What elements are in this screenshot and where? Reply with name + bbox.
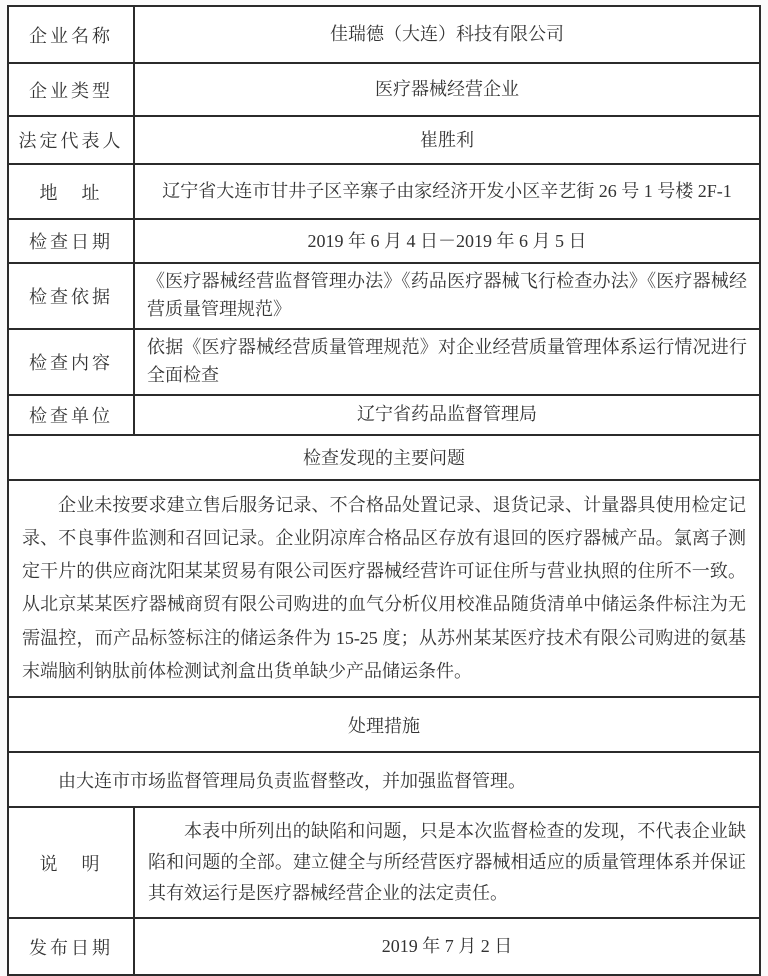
problems-body-text: 企业未按要求建立售后服务记录、不合格品处置记录、退货记录、计量器具使用检定记录、不良事件监测和召回记录。企业阴凉库合格品区存放有退回的医疗器械产品。氯离子测定干片的供应商沈阳某某贸易有限公司医疗器械经营许可证住所与营业执照的住所不一致。从北京某某医疗器械商贸有限公司购进的血气分析仪用校准品随货清单中储运条件标注为无需温控，而产品标签标注的储运条件为 15-25 度；从苏州某某医疗技术有限公司购进的氨基末端脑利钠肽前体检测试剂盒出货单缺少产品储运条件。 <box>8 480 760 698</box>
table-row-inspection-content <box>8 329 760 395</box>
inspection-unit-value: 辽宁省药品监督管理局 <box>134 395 760 435</box>
address-label: 地 址 <box>8 164 134 219</box>
problems-section-header: 检查发现的主要问题 <box>8 435 760 480</box>
note-label: 说 明 <box>8 807 134 918</box>
inspection-date-label: 检查日期 <box>8 219 134 263</box>
table-row-problems-header <box>8 435 760 480</box>
address-value: 辽宁省大连市甘井子区辛寨子由家经济开发小区辛艺街 26 号 1 号楼 2F-1 <box>134 164 760 219</box>
publish-date-label: 发布日期 <box>8 918 134 975</box>
company-name-value: 佳瑞德（大连）科技有限公司 <box>134 6 760 63</box>
inspection-unit-label: 检查单位 <box>8 395 134 435</box>
table-row-publish-date <box>8 918 760 975</box>
table-row-note <box>8 807 760 918</box>
table-row-company-type <box>8 63 760 116</box>
inspection-date-value: 2019 年 6 月 4 日－2019 年 6 月 5 日 <box>134 219 760 263</box>
table-row-inspection-date <box>8 219 760 263</box>
publish-date-value: 2019 年 7 月 2 日 <box>134 918 760 975</box>
company-type-label: 企业类型 <box>8 63 134 116</box>
legal-representative-value: 崔胜利 <box>134 116 760 164</box>
measures-body-text: 由大连市市场监督管理局负责监督整改，并加强监督管理。 <box>8 752 760 807</box>
table-row-inspection-unit <box>8 395 760 435</box>
inspection-content-label: 检查内容 <box>8 329 134 395</box>
table-row-address <box>8 164 760 219</box>
note-body-text: 本表中所列出的缺陷和问题，只是本次监督检查的发现，不代表企业缺陷和问题的全部。建立健全与所经营医疗器械相适应的质量管理体系并保证其有效运行是医疗器械经营企业的法定责任。 <box>134 807 760 918</box>
inspection-basis-value: 《医疗器械经营监督管理办法》《药品医疗器械飞行检查办法》《医疗器械经营质量管理规范》 <box>134 263 760 329</box>
measures-section-header: 处理措施 <box>8 697 760 752</box>
table-row-measures-body <box>8 752 760 807</box>
inspection-report-table <box>7 5 761 976</box>
legal-representative-label: 法定代表人 <box>8 116 134 164</box>
table-row-company-name <box>8 6 760 63</box>
inspection-basis-label: 检查依据 <box>8 263 134 329</box>
table-row-legal-representative <box>8 116 760 164</box>
inspection-content-value: 依据《医疗器械经营质量管理规范》对企业经营质量管理体系运行情况进行全面检查 <box>134 329 760 395</box>
table-row-measures-header <box>8 697 760 752</box>
company-type-value: 医疗器械经营企业 <box>134 63 760 116</box>
table-row-inspection-basis <box>8 263 760 329</box>
table-row-problems-body <box>8 480 760 698</box>
company-name-label: 企业名称 <box>8 6 134 63</box>
